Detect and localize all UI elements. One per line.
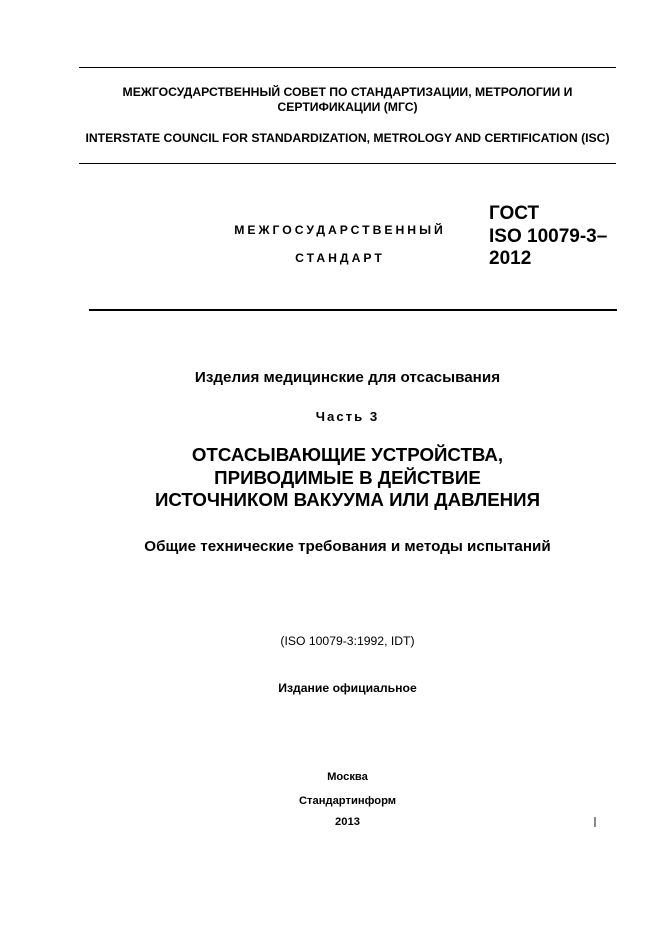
header-rule — [79, 163, 616, 164]
standard-code-line-1: ГОСТ — [489, 203, 540, 224]
document-subtitle: Общие технические требования и методы испытаний — [144, 538, 551, 555]
standard-code-line-2: ISO 10079-3– — [489, 225, 608, 247]
standard-type-label-2: СТАНДАРТ — [295, 251, 385, 265]
edition-note: Издание официальное — [278, 681, 417, 695]
margin-mark — [594, 817, 596, 827]
standard-code — [489, 203, 639, 271]
document-subject-line-3: ИСТОЧНИКОМ ВАКУУМА ИЛИ ДАВЛЕНИЯ — [154, 489, 541, 510]
imprint-year: 2013 — [335, 816, 360, 828]
top-rule — [79, 67, 616, 68]
document-subject-line-1: ОТСАСЫВАЮЩИЕ УСТРОЙСТВА, — [191, 444, 504, 465]
imprint-publisher: Стандартинформ — [298, 795, 397, 807]
council-name-en: INTERSTATE COUNCIL FOR STANDARDIZATION, METROLOGY AND CERTIFICATION (ISC) — [85, 131, 610, 145]
document-subject-line-2: ПРИВОДИМЫЕ В ДЕЙСТВИЕ — [214, 466, 481, 488]
standard-code-line-3: 2012 — [489, 248, 532, 269]
imprint-city: Москва — [327, 771, 368, 783]
council-name-ru: МЕЖГОСУДАРСТВЕННЫЙ СОВЕТ ПО СТАНДАРТИЗАЦИИ, МЕТРОЛОГИИ И СЕРТИФИКАЦИИ (МГС) — [122, 85, 573, 114]
document-subject — [60, 444, 635, 512]
section-rule — [89, 309, 617, 311]
document-title: Изделия медицинские для отсасывания — [194, 369, 501, 386]
iso-reference: (ISO 10079-3:1992, IDT) — [280, 634, 415, 648]
document-part: Часть 3 — [315, 409, 380, 424]
standard-type-label: МЕЖГОСУДАРСТВЕННЫЙ — [234, 223, 446, 237]
